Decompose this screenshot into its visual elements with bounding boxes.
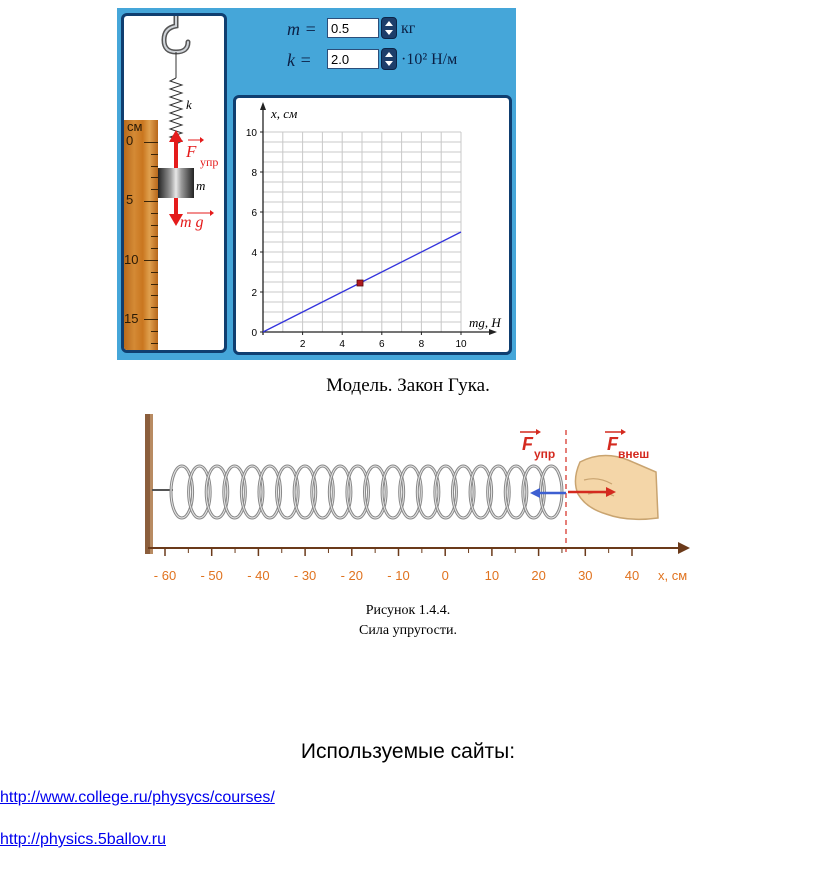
mass-variable: m = bbox=[287, 19, 317, 39]
elastic-force-subscript: упр bbox=[534, 447, 556, 461]
x-tick-label: 30 bbox=[578, 568, 593, 583]
mass-unit: кг bbox=[401, 20, 416, 37]
graph-panel bbox=[233, 95, 512, 355]
x-tick-label: 10 bbox=[484, 568, 500, 583]
arrow-down-icon bbox=[385, 30, 393, 35]
mass-control bbox=[233, 16, 513, 42]
mass-block bbox=[158, 168, 194, 198]
hook-icon bbox=[164, 16, 188, 52]
x-tick-label: 4 bbox=[339, 339, 345, 350]
k-control bbox=[233, 47, 513, 73]
force-down-label: m g bbox=[180, 214, 204, 231]
y-tick-label: 6 bbox=[251, 208, 257, 219]
force-up-label: F bbox=[186, 142, 197, 161]
parameter-controls bbox=[233, 16, 513, 91]
arrow-up-icon bbox=[385, 52, 393, 57]
x-tick-label: 20 bbox=[531, 568, 546, 583]
x-axis-label: x, см bbox=[658, 568, 688, 583]
elastic-force-label: F bbox=[522, 434, 533, 454]
hooke-model-panel bbox=[117, 8, 516, 360]
y-tick-label: 4 bbox=[251, 248, 257, 259]
arrow-up-icon bbox=[385, 21, 393, 26]
horizontal-spring bbox=[171, 466, 562, 518]
model-caption: Модель. Закон Гука. bbox=[326, 375, 490, 396]
spring-label: k bbox=[186, 97, 192, 112]
mass-spinner[interactable] bbox=[381, 17, 397, 39]
y-tick-label: 8 bbox=[251, 168, 257, 179]
spring-scene-drawing bbox=[124, 16, 224, 353]
external-force-label: F bbox=[607, 434, 618, 454]
x-tick-label: 6 bbox=[379, 339, 385, 350]
y-tick-label: 10 bbox=[245, 128, 257, 139]
force-up-arrow bbox=[169, 130, 183, 168]
force-up-subscript: упр bbox=[200, 155, 219, 169]
mass-label: m bbox=[196, 178, 206, 193]
k-input[interactable]: 2.0 bbox=[327, 49, 379, 69]
k-spinner[interactable] bbox=[381, 48, 397, 70]
external-force-subscript: внеш bbox=[618, 447, 650, 461]
elastic-force-figure bbox=[128, 410, 693, 600]
ruler-label-10: 10 bbox=[124, 252, 139, 267]
elastic-force-drawing bbox=[128, 410, 693, 600]
y-axis-label: x, см bbox=[271, 106, 298, 121]
ruler-unit-label: см bbox=[127, 119, 143, 134]
hooke-chart bbox=[236, 98, 509, 352]
x-tick-label: 40 bbox=[624, 568, 640, 583]
x-tick-label: 0 bbox=[441, 568, 449, 583]
x-tick-label: 8 bbox=[418, 339, 425, 350]
y-tick-label: 0 bbox=[251, 328, 257, 339]
current-point-marker bbox=[357, 280, 363, 286]
x-axis-label: mg, Н bbox=[469, 315, 501, 330]
x-tick-label: - 60 bbox=[153, 568, 177, 583]
y-axis-arrow bbox=[260, 102, 266, 110]
sites-heading: Используемые сайты: bbox=[300, 740, 516, 763]
figure-caption-title: Сила упругости. bbox=[359, 623, 457, 638]
arrow-down-icon bbox=[385, 61, 393, 66]
link-5ballov[interactable]: http://physics.5ballov.ru bbox=[0, 831, 167, 848]
x-tick-label: 2 bbox=[299, 339, 306, 350]
x-tick-label: 10 bbox=[455, 339, 467, 350]
ruler-label-5: 5 bbox=[126, 192, 134, 207]
x-axis-ticks bbox=[154, 548, 639, 583]
x-axis-arrow bbox=[678, 542, 690, 554]
k-variable: k = bbox=[287, 50, 312, 70]
x-tick-label: - 50 bbox=[200, 568, 223, 583]
ruler-label-0: 0 bbox=[126, 133, 134, 148]
figure-caption-number: Рисунок 1.4.4. bbox=[365, 603, 451, 618]
x-tick-label: - 30 bbox=[293, 568, 317, 583]
x-tick-label: - 10 bbox=[387, 568, 410, 583]
ruler-label-15: 15 bbox=[124, 311, 139, 326]
hand-icon bbox=[575, 455, 658, 519]
x-tick-label: - 20 bbox=[340, 568, 364, 583]
k-unit: ·10² Н/м bbox=[401, 51, 458, 68]
link-college[interactable]: http://www.college.ru/physycs/courses/ bbox=[0, 789, 275, 806]
spring-scene bbox=[121, 13, 227, 353]
x-tick-label: - 40 bbox=[247, 568, 270, 583]
y-tick-label: 2 bbox=[251, 288, 257, 299]
mass-input[interactable]: 0.5 bbox=[327, 18, 379, 38]
